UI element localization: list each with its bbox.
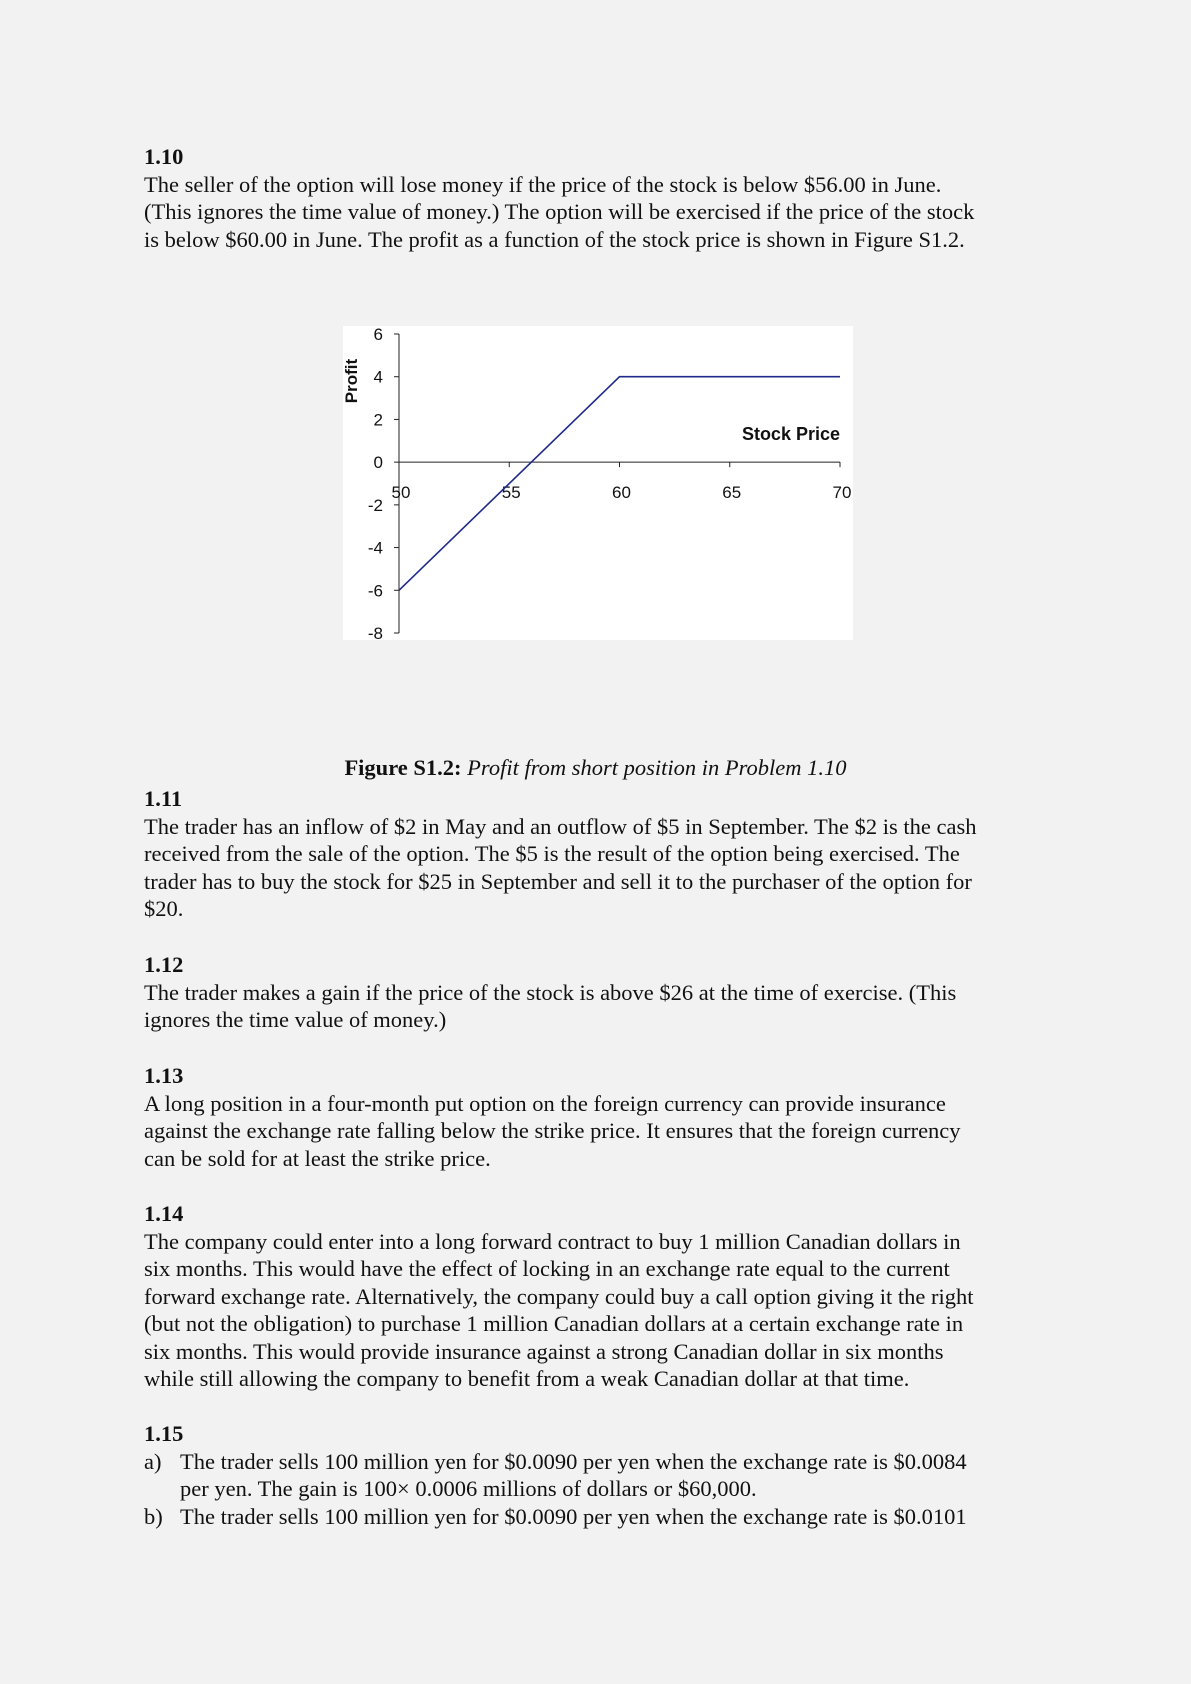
paragraph-line: The trader has an inflow of $2 in May and an outflow of $5 in September. The $2 is the cash — [144, 813, 977, 839]
paragraph-line: A long position in a four-month put option on the foreign currency can provide insurance — [144, 1090, 946, 1116]
list-marker: b) — [144, 1503, 163, 1529]
paragraph-line: is below $60.00 in June. The profit as a function of the stock price is shown in Figure S1.2. — [144, 226, 965, 252]
x-axis-label: Stock Price — [741, 424, 840, 444]
paragraph-line: against the exchange rate falling below the strike price. It ensures that the foreign currency — [144, 1118, 961, 1143]
section-1-13 — [144, 1062, 1044, 1172]
answer-list — [144, 1448, 1044, 1531]
section-1-12 — [144, 951, 1044, 1034]
section-1-14 — [144, 1200, 1044, 1393]
paragraph-line: received from the sale of the option. The $5 is the result of the option being exercised. The — [144, 841, 960, 866]
list-item — [144, 1448, 1044, 1503]
y-tick-label: -4 — [367, 538, 383, 558]
paragraph-line: The company could enter into a long forward contract to buy 1 million Canadian dollars in — [144, 1228, 961, 1254]
list-marker: a) — [144, 1448, 162, 1474]
paragraph-line: The trader sells 100 million yen for $0.0090 per yen when the exchange rate is $0.0101 — [180, 1503, 967, 1529]
paragraph-line: $20. — [144, 896, 184, 921]
y-tick-label: -6 — [367, 581, 383, 601]
profit-chart — [343, 326, 853, 640]
y-axis-label: Profit — [343, 358, 361, 404]
section-heading: 1.12 — [144, 952, 184, 977]
paragraph-line: (but not the obligation) to purchase 1 million Canadian dollars at a certain exchange rate in — [144, 1311, 964, 1336]
profit-chart-svg — [343, 326, 853, 640]
paragraph-line: (This ignores the time value of money.) The option will be exercised if the price of the stock — [144, 199, 975, 224]
y-tick-label: 2 — [373, 410, 383, 430]
paragraph-line: ignores the time value of money.) — [144, 1007, 447, 1032]
paragraph-line: The seller of the option will lose money if the price of the stock is below $56.00 in June. — [144, 171, 942, 197]
section-heading: 1.11 — [144, 786, 183, 811]
paragraph-line: forward exchange rate. Alternatively, the company could buy a call option giving it the right — [144, 1283, 974, 1309]
paragraph-line: six months. This would provide insurance against a strong Canadian dollar in six months — [144, 1338, 944, 1364]
section-1-15 — [144, 1420, 1044, 1530]
paragraph-line: The trader sells 100 million yen for $0.0090 per yen when the exchange rate is $0.0084 — [180, 1448, 967, 1474]
x-tick-label: 60 — [612, 483, 631, 503]
y-tick-label: -2 — [367, 495, 383, 515]
y-tick-label: -8 — [367, 624, 383, 640]
paragraph-line: while still allowing the company to benefit from a weak Canadian dollar at that time. — [144, 1366, 910, 1391]
x-tick-label: 65 — [722, 483, 742, 503]
section-heading: 1.10 — [144, 144, 184, 169]
paragraph-line: The trader makes a gain if the price of the stock is above $26 at the time of exercise. (This — [144, 979, 957, 1005]
paragraph-line: can be sold for at least the strike price. — [144, 1145, 491, 1171]
section-heading: 1.15 — [144, 1421, 184, 1446]
x-tick-label: 55 — [501, 483, 521, 503]
y-tick-label: 4 — [373, 367, 383, 387]
x-axis-ticks — [392, 462, 852, 502]
section-heading: 1.14 — [144, 1201, 184, 1226]
x-tick-label: 70 — [832, 483, 852, 503]
paragraph-line: trader has to buy the stock for $25 in September and sell it to the purchaser of the option for — [144, 868, 972, 894]
figure-caption — [0, 755, 1191, 781]
section-1-10 — [144, 143, 1044, 253]
y-tick-label: 0 — [373, 453, 383, 473]
section-heading: 1.13 — [144, 1063, 184, 1088]
y-tick-label: 6 — [373, 326, 383, 344]
paragraph-line: six months. This would have the effect of locking in an exchange rate equal to the current — [144, 1256, 950, 1281]
paragraph-line: per yen. The gain is 100× 0.0006 millions of dollars or $60,000. — [180, 1476, 757, 1501]
caption-label: Figure S1.2: — [344, 755, 462, 780]
list-item — [144, 1503, 1044, 1531]
x-tick-label: 50 — [391, 483, 411, 503]
caption-text: Profit from short position in Problem 1.10 — [467, 755, 847, 780]
section-1-11 — [144, 785, 1044, 923]
